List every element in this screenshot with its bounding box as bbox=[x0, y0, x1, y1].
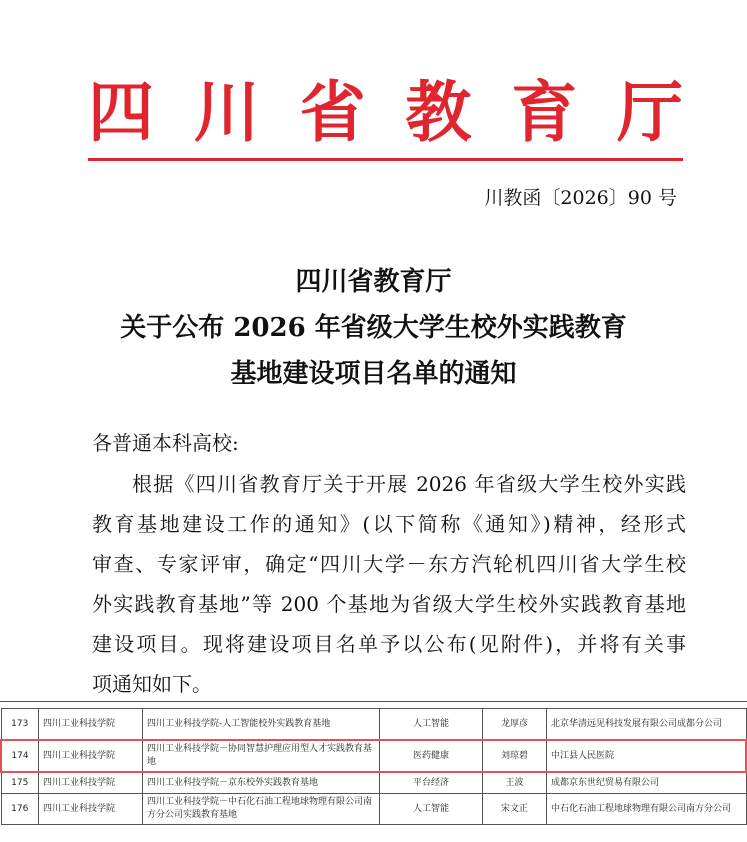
table-row-highlighted bbox=[1, 740, 746, 772]
letterhead-char: 省 bbox=[299, 73, 366, 151]
cell-field: 人工智能 bbox=[380, 709, 483, 741]
letterhead-divider bbox=[88, 158, 683, 161]
cell-school: 四川工业科技学院 bbox=[39, 772, 143, 794]
cell-number: 173 bbox=[1, 709, 39, 741]
notice-title-line2: 关于公布 2026 年省级大学生校外实践教育 bbox=[120, 313, 627, 343]
document-number: 川教函〔2026〕90 号 bbox=[484, 187, 677, 209]
letterhead-char: 川 bbox=[193, 73, 260, 151]
body-line: 项通知如下。 bbox=[92, 672, 212, 696]
cell-school: 四川工业科技学院 bbox=[39, 709, 143, 741]
table-row bbox=[1, 709, 746, 741]
cell-base-name: 四川工业科技学院－中石化石油工程地球物理有限公司南方分公司实践教育基地 bbox=[143, 794, 380, 825]
attachment-table bbox=[0, 708, 747, 825]
table-row bbox=[1, 772, 746, 794]
cell-partner: 中石化石油工程地球物理有限公司南方分公司 bbox=[547, 794, 747, 825]
letterhead-char: 教 bbox=[405, 73, 472, 151]
cell-school: 四川工业科技学院 bbox=[39, 740, 143, 772]
notice-title-line3: 基地建设项目名单的通知 bbox=[230, 359, 517, 389]
body-line: 建设项目。现将建设项目名单予以公布(见附件)，并将有关事 bbox=[92, 632, 686, 656]
cell-base-name: 四川工业科技学院－协同智慧护理应用型人才实践教育基地 bbox=[143, 740, 380, 772]
cell-field: 医药健康 bbox=[380, 740, 483, 772]
table-row bbox=[1, 794, 746, 825]
body-line: 审查、专家评审，确定“四川大学－东方汽轮机四川省大学生校 bbox=[92, 552, 686, 576]
cell-person: 龙厚彦 bbox=[483, 709, 547, 741]
letterhead-char: 厅 bbox=[616, 73, 683, 151]
table-top-border bbox=[0, 701, 747, 702]
cell-person: 宋文正 bbox=[483, 794, 547, 825]
cell-number: 174 bbox=[1, 740, 39, 772]
cell-base-name: 四川工业科技学院－京东校外实践教育基地 bbox=[143, 772, 380, 794]
cell-partner: 北京华清远见科技发展有限公司成都分公司 bbox=[547, 709, 747, 741]
cell-base-name: 四川工业科技学院-人工智能校外实践教育基地 bbox=[143, 709, 380, 741]
cell-person: 刘琼碧 bbox=[483, 740, 547, 772]
cell-school: 四川工业科技学院 bbox=[39, 794, 143, 825]
cell-field: 平台经济 bbox=[380, 772, 483, 794]
addressee: 各普通本科高校: bbox=[92, 431, 239, 455]
letterhead-title bbox=[88, 72, 683, 152]
letterhead-char: 育 bbox=[511, 73, 578, 151]
cell-partner: 成都京东世纪贸易有限公司 bbox=[547, 772, 747, 794]
body-line: 教育基地建设工作的通知》(以下简称《通知》)精神，经形式 bbox=[92, 512, 686, 536]
cell-field: 人工智能 bbox=[380, 794, 483, 825]
body-line: 外实践教育基地”等 200 个基地为省级大学生校外实践教育基地 bbox=[92, 592, 686, 616]
cell-person: 王波 bbox=[483, 772, 547, 794]
notice-title-line1: 四川省教育厅 bbox=[295, 267, 452, 297]
cell-partner: 中江县人民医院 bbox=[547, 740, 747, 772]
cell-number: 175 bbox=[1, 772, 39, 794]
letterhead-char: 四 bbox=[88, 73, 154, 151]
body-line: 根据《四川省教育厅关于开展 2026 年省级大学生校外实践 bbox=[132, 472, 686, 496]
cell-number: 176 bbox=[1, 794, 39, 825]
